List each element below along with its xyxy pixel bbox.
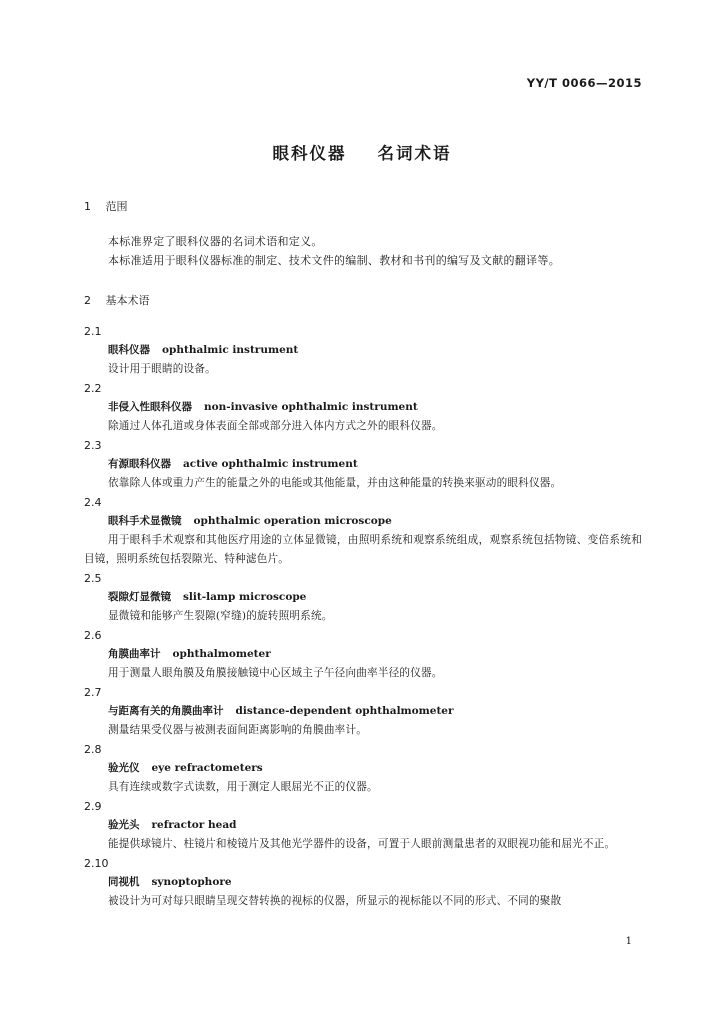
term-name-en: ophthalmometer — [172, 648, 271, 660]
term-name-en: eye refractometers — [151, 762, 263, 774]
term-number: 2.3 — [84, 439, 102, 452]
term-definition: 用于眼科手术观察和其他医疗用途的立体显微镜，由照明系统和观察系统组成，观察系统包括物镜、变倍系统和目镜，照明系统包括裂隙光、特种滤色片。 — [84, 534, 642, 565]
term-entry — [84, 740, 642, 797]
term-number: 2.6 — [84, 629, 102, 642]
scope-paragraph: 本标准界定了眼科仪器的名词术语和定义。 — [108, 235, 323, 248]
term-name-zh: 裂隙灯显微镜 — [108, 591, 171, 603]
section-heading-terms — [84, 292, 150, 308]
term-name-zh: 角膜曲率计 — [108, 648, 161, 660]
term-number: 2.5 — [84, 572, 102, 585]
term-definition: 具有连续或数字式读数，用于测定人眼屈光不正的仪器。 — [108, 781, 378, 793]
term-name-zh: 眼科仪器 — [108, 344, 150, 356]
term-entry — [84, 379, 642, 436]
term-name — [84, 759, 642, 778]
term-name — [84, 873, 642, 892]
term-name-en: synoptophore — [151, 876, 232, 888]
term-name-zh: 非侵入性眼科仪器 — [108, 401, 192, 413]
term-name — [84, 702, 642, 721]
term-entry — [84, 493, 642, 569]
term-name-zh: 眼科手术显微镜 — [108, 515, 182, 527]
term-entry — [84, 436, 642, 493]
scope-paragraph: 本标准适用于眼科仪器标准的制定、技术文件的编制、教材和书刊的编写及文献的翻译等。 — [108, 254, 560, 267]
term-entry — [84, 683, 642, 740]
term-number: 2.9 — [84, 800, 102, 813]
term-entry — [84, 322, 642, 379]
term-name-en: ophthalmic instrument — [162, 344, 299, 356]
term-number: 2.10 — [84, 857, 109, 870]
term-entry — [84, 569, 642, 626]
term-number: 2.8 — [84, 743, 102, 756]
term-name-en: ophthalmic operation microscope — [193, 515, 392, 527]
term-number: 2.4 — [84, 496, 102, 509]
term-name-zh: 同视机 — [108, 876, 140, 888]
term-entry — [84, 797, 642, 854]
page-number: 1 — [625, 936, 632, 947]
term-name-zh: 验光头 — [108, 819, 140, 831]
term-name — [84, 512, 642, 531]
term-name-en: slit-lamp microscope — [183, 591, 307, 603]
term-name — [84, 341, 642, 360]
term-name — [84, 398, 642, 417]
term-definition: 测量结果受仪器与被测表面间距离影响的角膜曲率计。 — [108, 724, 368, 736]
term-definition: 被设计为可对每只眼睛呈现交替转换的视标的仪器，所显示的视标能以不同的形式、不同的聚散 — [108, 895, 562, 907]
term-entry — [84, 854, 642, 911]
term-list — [84, 322, 642, 911]
term-name-en: distance-dependent ophthalmometer — [235, 705, 454, 717]
term-name — [84, 645, 642, 664]
term-name-zh: 与距离有关的角膜曲率计 — [108, 705, 224, 717]
term-name — [84, 816, 642, 835]
term-definition: 能提供球镜片、柱镜片和棱镜片及其他光学器件的设备，可置于人眼前测量患者的双眼视功能和屈光不正。 — [108, 838, 616, 850]
term-entry — [84, 626, 642, 683]
standard-code: YY/T 0066—2015 — [526, 76, 642, 90]
term-name-en: refractor head — [151, 819, 237, 831]
term-number: 2.2 — [84, 382, 102, 395]
term-definition: 用于测量人眼角膜及角膜接触镜中心区域主子午径向曲率半径的仪器。 — [108, 667, 443, 679]
term-name-zh: 有源眼科仪器 — [108, 458, 171, 470]
term-number: 2.1 — [84, 325, 102, 338]
section-number: 2 — [84, 294, 91, 307]
term-name-zh: 验光仪 — [108, 762, 140, 774]
section-title: 基本术语 — [105, 294, 150, 307]
document-title: 眼科仪器 名词术语 — [272, 144, 452, 163]
term-name-en: active ophthalmic instrument — [183, 458, 358, 470]
term-definition: 显微镜和能够产生裂隙(窄缝)的旋转照明系统。 — [108, 610, 333, 622]
term-number: 2.7 — [84, 686, 102, 699]
term-name-en: non-invasive ophthalmic instrument — [204, 401, 418, 413]
section-heading-scope — [84, 198, 128, 214]
term-definition: 依靠除人体或重力产生的能量之外的电能或其他能量，并由这种能量的转换来驱动的眼科仪器。 — [108, 477, 562, 489]
term-definition: 设计用于眼睛的设备。 — [108, 363, 216, 375]
section-title: 范围 — [105, 200, 128, 213]
term-definition: 除通过人体孔道或身体表面全部或部分进入体内方式之外的眼科仪器。 — [108, 420, 443, 432]
section-number: 1 — [84, 200, 91, 213]
term-name — [84, 588, 642, 607]
term-name — [84, 455, 642, 474]
